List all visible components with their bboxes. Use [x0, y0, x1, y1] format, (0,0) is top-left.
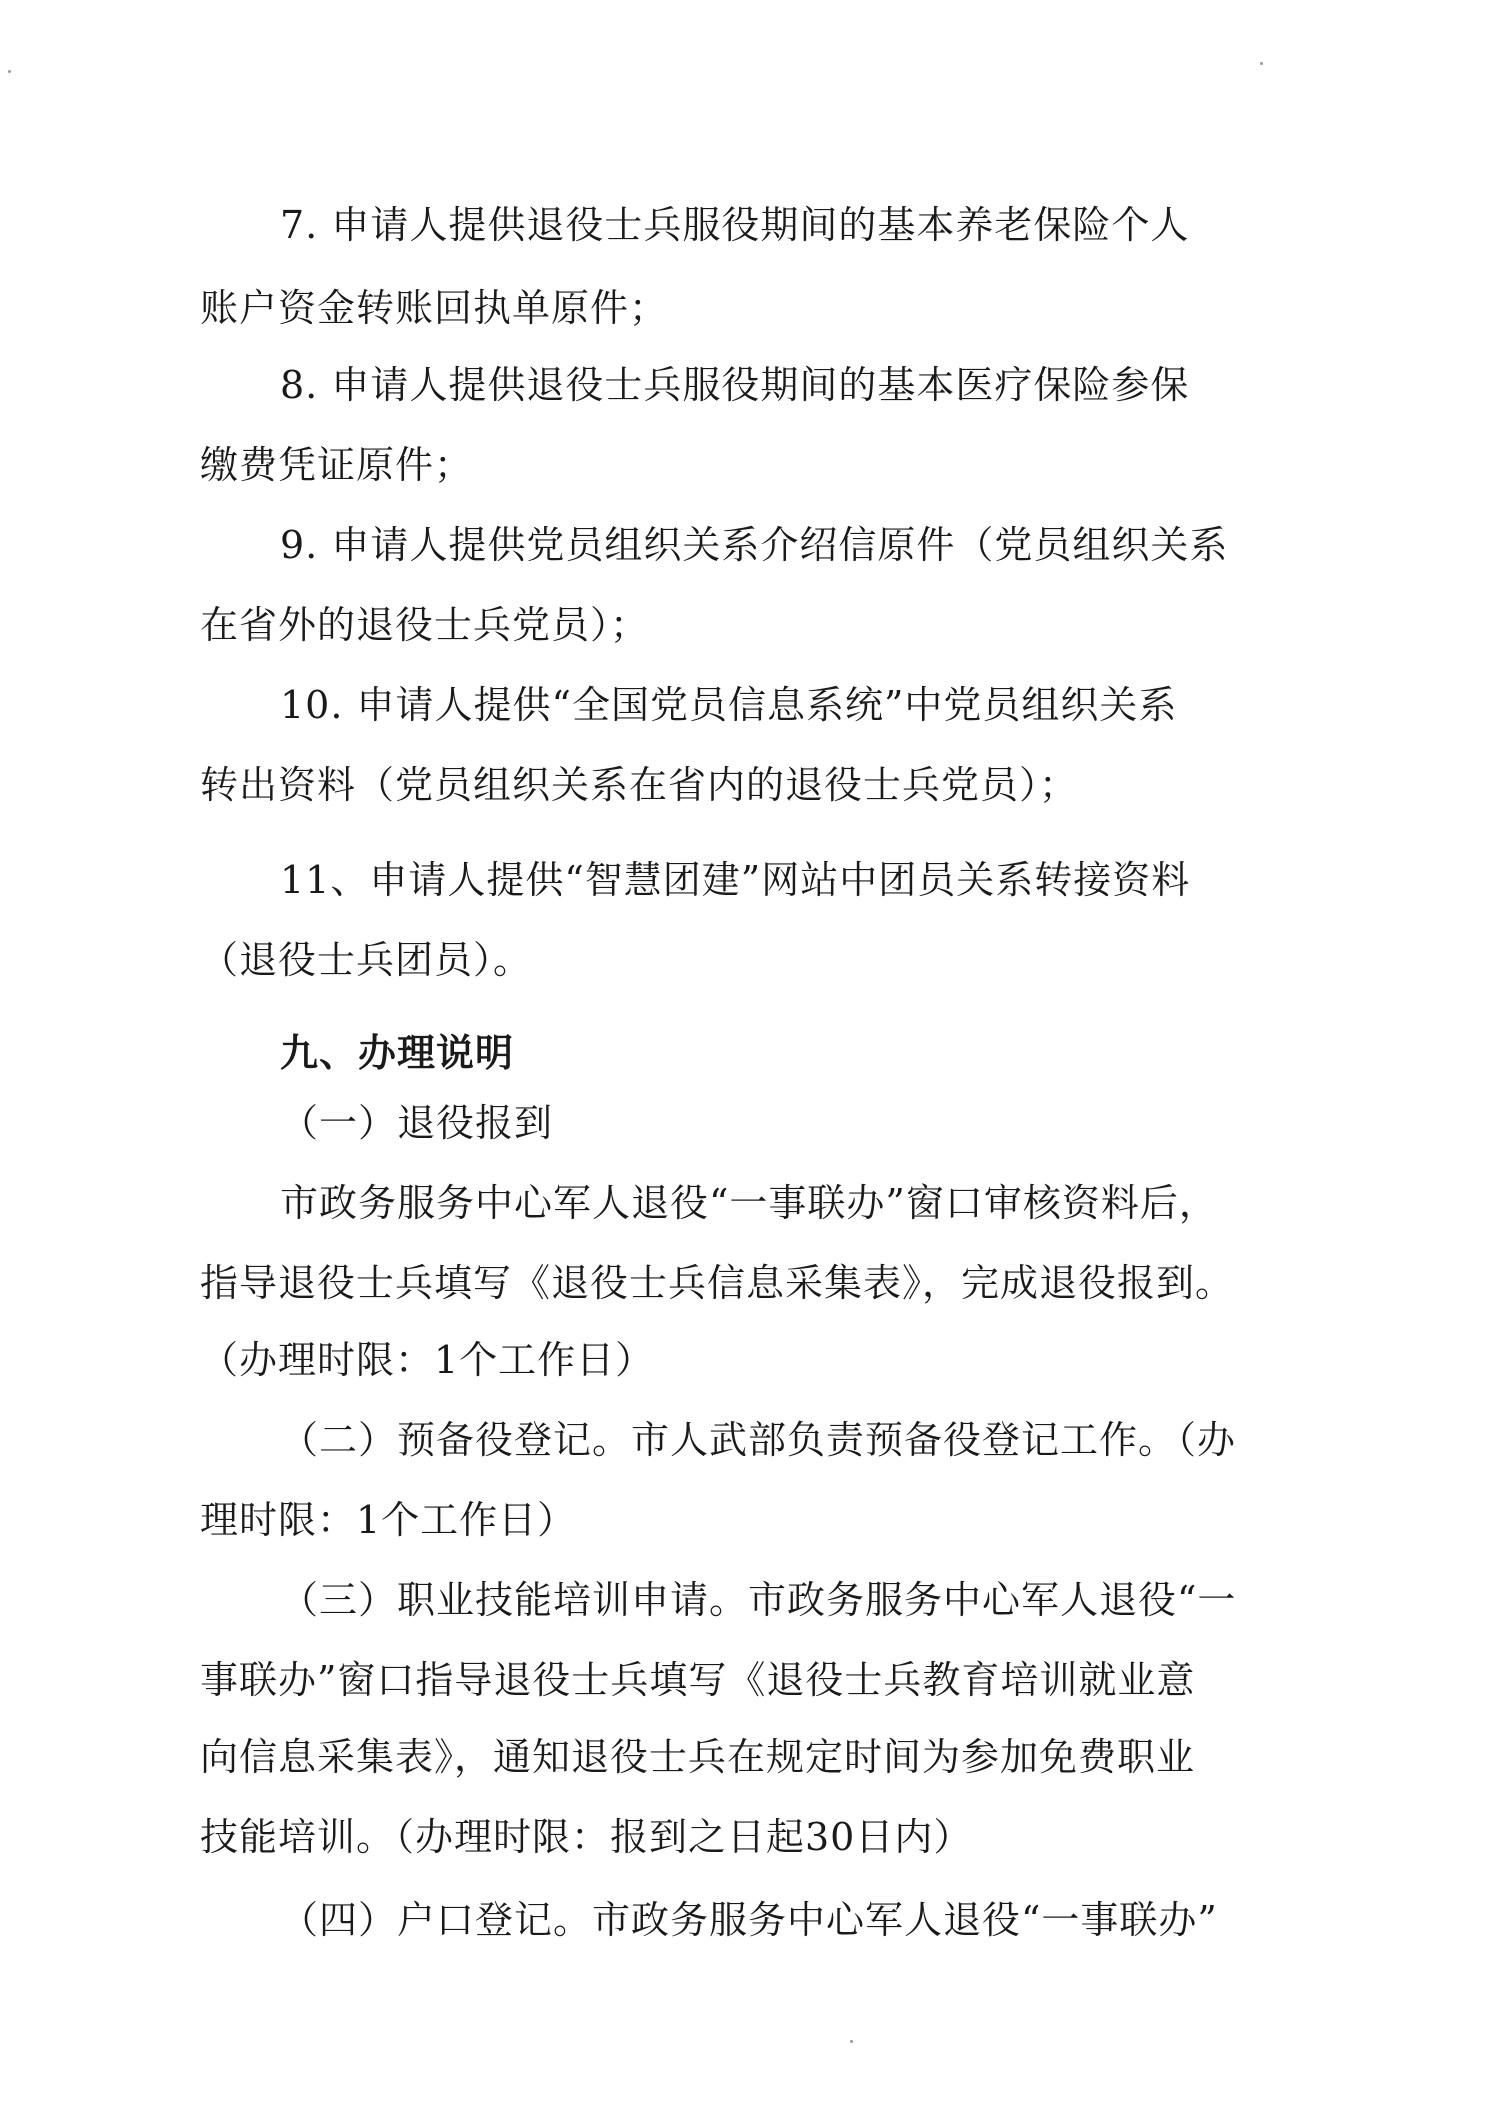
item-11-line-1: 11、申请人提供“智慧团建”网站中团员关系转接资料	[280, 858, 1191, 902]
para-3-line-2: 事联办”窗口指导退役士兵填写《退役士兵教育培训就业意	[200, 1658, 1196, 1702]
para-4-line-1: （四）户口登记。市政务服务中心军人退役“一事联办”	[280, 1898, 1218, 1942]
item-7-line-2: 账户资金转账回执单原件；	[200, 286, 669, 330]
item-7-line-1: 7. 申请人提供退役士兵服役期间的基本养老保险个人	[280, 203, 1190, 247]
item-8-line-1: 8. 申请人提供退役士兵服役期间的基本医疗保险参保	[280, 363, 1190, 407]
para-1-line-3: （办理时限：1个工作日）	[200, 1338, 655, 1382]
para-3-line-1: （三）职业技能培训申请。市政务服务中心军人退役“一	[280, 1578, 1237, 1622]
para-3-line-3: 向信息采集表》，通知退役士兵在规定时间为参加免费职业	[200, 1735, 1196, 1779]
scan-speck	[850, 2040, 853, 2043]
item-10-line-1: 10. 申请人提供“全国党员信息系统”中党员组织关系	[280, 683, 1178, 727]
para-3-line-4: 技能培训。（办理时限：报到之日起30日内）	[200, 1815, 973, 1859]
item-11-line-2: （退役士兵团员）。	[200, 938, 533, 982]
item-10-line-2: 转出资料（党员组织关系在省内的退役士兵党员）；	[200, 763, 1079, 807]
scan-speck	[1260, 62, 1263, 65]
item-8-line-2: 缴费凭证原件；	[200, 443, 474, 487]
para-2-line-1: （二）预备役登记。市人武部负责预备役登记工作。（办	[280, 1418, 1237, 1462]
item-9-line-1: 9. 申请人提供党员组织关系介绍信原件（党员组织关系	[280, 523, 1229, 567]
section-heading: 九、办理说明	[280, 1030, 515, 1075]
subsection-1-title: （一）退役报到	[280, 1101, 554, 1145]
scan-speck	[8, 70, 11, 73]
item-9-line-2: 在省外的退役士兵党员）；	[200, 603, 650, 647]
para-2-line-2: 理时限：1个工作日）	[200, 1498, 577, 1542]
para-1-line-1: 市政务服务中心军人退役“一事联办”窗口审核资料后，	[280, 1181, 1218, 1225]
para-1-line-2: 指导退役士兵填写《退役士兵信息采集表》，完成退役报到。	[200, 1261, 1235, 1305]
